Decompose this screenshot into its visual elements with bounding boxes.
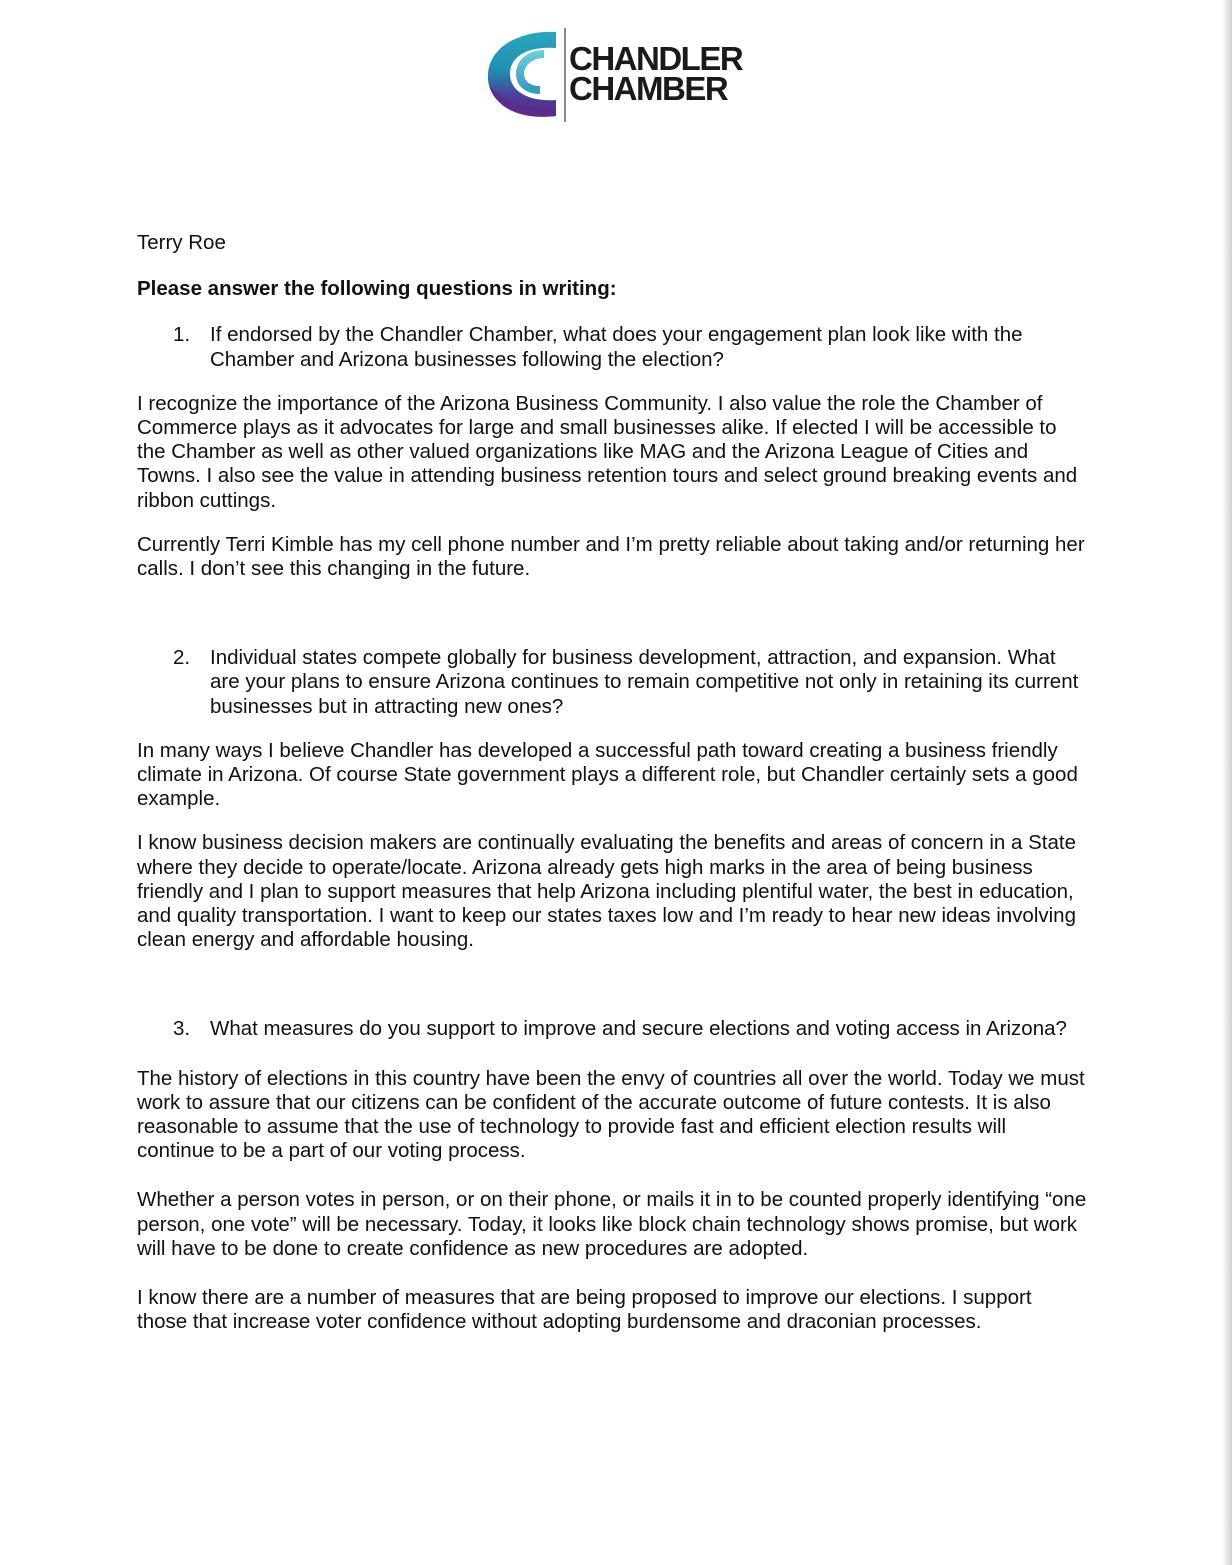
chamber-c-logo-icon xyxy=(484,28,562,120)
logo-divider xyxy=(564,28,566,122)
question-text: Individual states compete globally for business development, attraction, and expansion. What are your plans to ensure Arizona continues to remain competitive not only in retaining its current businesses but in attracting new ones? xyxy=(210,646,1079,718)
chandler-chamber-logo xyxy=(484,26,754,124)
answer-paragraph: I recognize the importance of the Arizona Business Community. I also value the role the Chamber of Commerce plays as it advocates for large and small businesses alike. If elected I will be accessible to the Chamber as well as other valued organizations like MAG and the Arizona League of Cities and Towns. I also see the value in attending business retention tours and select ground breaking events and ribbon cuttings. xyxy=(137,391,1078,512)
logo-line-2: CHAMBER xyxy=(569,70,728,107)
answer-paragraph: I know business decision makers are continually evaluating the benefits and areas of concern in a State where they decide to operate/locate. Arizona already gets high marks in the area of being business friendly and I plan to support measures that help Arizona including plentiful water, the best in education, and quality transportation. I want to keep our states taxes low and I’m ready to hear new ideas involving clean energy and affordable housing. xyxy=(137,831,1076,952)
question-text: If endorsed by the Chandler Chamber, what does your engagement plan look like with the Chamber and Arizona businesses following the election? xyxy=(210,323,1023,371)
answer-paragraph: I know there are a number of measures that are being proposed to improve our elections. I support those that increase voter confidence without adopting burdensome and draconian processes. xyxy=(137,1286,1032,1334)
page-edge-shadow xyxy=(1222,0,1232,1565)
answer-paragraph: Currently Terri Kimble has my cell phone number and I’m pretty reliable about taking and/or returning her calls. I don’t see this changing in the future. xyxy=(137,532,1085,581)
question-text: What measures do you support to improve and secure elections and voting access in Arizona? xyxy=(210,1017,1067,1041)
question-1 xyxy=(137,323,1087,371)
logo-line-1: CHANDLER xyxy=(569,40,743,77)
instruction-heading: Please answer the following questions in writing: xyxy=(137,277,617,301)
question-2 xyxy=(137,646,1087,719)
candidate-name: Terry Roe xyxy=(137,231,226,254)
question-3 xyxy=(137,1017,1087,1041)
answer-paragraph: The history of elections in this country have been the envy of countries all over the world. Today we must work to assure that our citizens can be confident of the accurate outcome of future contests. It is also reasonable to assume that the use of technology to provide fast and efficient election results will continue to be a part of our voting process. xyxy=(137,1066,1085,1163)
logo-wordmark xyxy=(569,40,743,107)
document-body xyxy=(137,231,1087,1335)
question-number: 2. xyxy=(173,646,191,670)
answer-paragraph: In many ways I believe Chandler has developed a successful path toward creating a business friendly climate in Arizona. Of course State government plays a different role, but Chandler certainly sets a good example. xyxy=(137,738,1078,811)
question-number: 1. xyxy=(173,323,191,347)
question-number: 3. xyxy=(173,1017,191,1041)
answer-paragraph: Whether a person votes in person, or on their phone, or mails it in to be counted properly identifying “one person, one vote” will be necessary. Today, it looks like block chain technology shows promise, but work will have to be done to create confidence as new procedures are adopted. xyxy=(137,1188,1087,1260)
